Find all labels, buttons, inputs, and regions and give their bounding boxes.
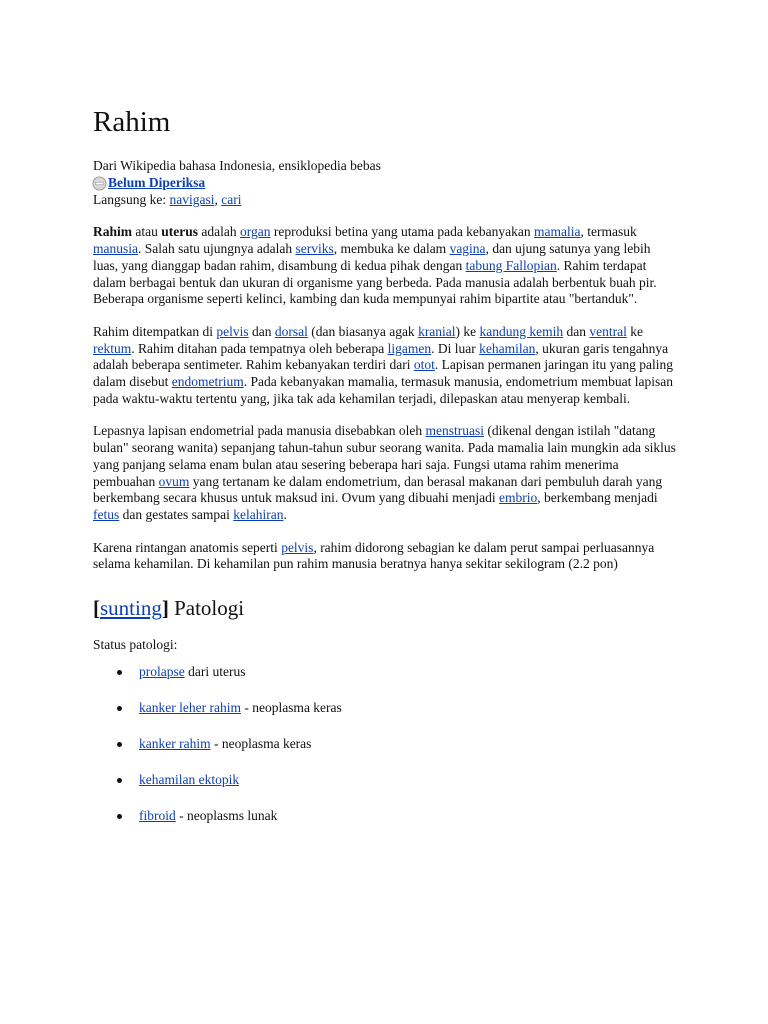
- link-ovum[interactable]: ovum: [158, 473, 190, 489]
- link-fetus[interactable]: fetus: [93, 506, 120, 522]
- link-kranial[interactable]: kranial: [418, 323, 456, 339]
- link-serviks[interactable]: serviks: [295, 241, 334, 257]
- link-kanker-rahim[interactable]: kanker rahim: [139, 735, 211, 751]
- review-status: [93, 175, 678, 192]
- link-menstruasi[interactable]: menstruasi: [425, 423, 485, 439]
- section-heading-patologi: [sunting] Patologi: [93, 596, 245, 621]
- link-endometrium[interactable]: endometrium: [171, 374, 244, 390]
- paragraph-location: Rahim ditempatkan di pelvis dan dorsal (dan biasanya agak kranial) ke kandung kemih dan ventral ke rektum. Rahim ditahan pada tempatnya oleh beberapa ligamen. Di luar kehamilan, ukuran garis tengahnya adalah beberapa sentimeter. Rahim kebanyakan terdiri dari otot. Lapisan permanen jaringan itu yang paling dalam disebut endometrium. Pada kebanyakan mamalia, termasuk manusia, endometrium membuat lapisan pada waktu-waktu tertentu yang, jika tak ada kehamilan terjadi, dilepaskan atau menyerap kembali.: [93, 323, 673, 406]
- pathology-list: [93, 664, 678, 844]
- link-rektum[interactable]: rektum: [93, 340, 132, 356]
- link-ligamen[interactable]: ligamen: [387, 340, 432, 356]
- link-pelvis[interactable]: pelvis: [216, 323, 249, 339]
- list-item: [93, 772, 678, 808]
- link-dorsal[interactable]: dorsal: [274, 323, 308, 339]
- edit-section-link[interactable]: sunting: [100, 596, 162, 621]
- unreviewed-icon: [92, 176, 107, 191]
- list-item: fibroid - neoplasms lunak: [93, 808, 678, 844]
- source-line: Dari Wikipedia bahasa Indonesia, ensiklopedia bebas: [93, 158, 381, 173]
- link-pelvis-2[interactable]: pelvis: [281, 539, 314, 555]
- link-kandung-kemih[interactable]: kandung kemih: [479, 323, 564, 339]
- link-vagina[interactable]: vagina: [449, 241, 486, 257]
- link-kanker-leher-rahim[interactable]: kanker leher rahim: [139, 699, 241, 715]
- article-content: [93, 104, 678, 844]
- paragraph-anatomy: Karena rintangan anatomis seperti pelvis, rahim didorong sebagian ke dalam perut sampai perluasannya selama kehamilan. Di kehamilan pun rahim manusia beratnya hanya sekitar sekilogram (2.2 pon): [93, 539, 655, 572]
- link-kehamilan[interactable]: kehamilan: [479, 340, 536, 356]
- link-manusia[interactable]: manusia: [93, 241, 138, 257]
- paragraph-intro: Rahim atau uterus adalah organ reproduksi betina yang utama pada kebanyakan mamalia, termasuk manusia. Salah satu ujungnya adalah serviks, membuka ke dalam vagina, dan ujung satunya yang lebih luas, yang dianggap badan rahim, disambung di kedua pihak dengan tabung Fallopian. Rahim terdapat dalam berbagai bentuk dan ukuran di organisme yang berbeda. Pada manusia adalah berbentuk buah pir. Beberapa organisme seperti kelinci, kambing dan kuda mempunyai rahim bipartite atau "bertanduk".: [93, 224, 657, 307]
- link-mamalia[interactable]: mamalia: [534, 224, 581, 240]
- link-kehamilan-ektopik[interactable]: kehamilan ektopik: [139, 771, 240, 787]
- nav-link[interactable]: navigasi: [169, 191, 215, 207]
- link-otot[interactable]: otot: [413, 357, 435, 373]
- link-organ[interactable]: organ: [240, 224, 271, 240]
- link-tabung-fallopian[interactable]: tabung Fallopian: [465, 257, 557, 273]
- list-item: kanker rahim - neoplasma keras: [93, 736, 678, 772]
- page-title: Rahim: [93, 106, 171, 138]
- list-item: kanker leher rahim - neoplasma keras: [93, 700, 678, 736]
- paragraph-menstruation: Lepasnya lapisan endometrial pada manusia disebabkan oleh menstruasi (dikenal dengan istilah "datang bulan" seorang wanita) sepanjang tahun-tahun subur seorang wanita. Pada mamalia lain mungkin ada siklus yang panjang selama enam bulan atau sesering beberapa hari saja. Fungsi utama rahim menerima pembuahan ovum yang tertanam ke dalam endometrium, dan berasal makanan dari pembuluh darah yang berkembang secara khusus untuk maksud ini. Ovum yang dibuahi menjadi embrio, berkembang menjadi fetus dan gestates sampai kelahiran.: [93, 423, 676, 522]
- link-kelahiran[interactable]: kelahiran: [233, 506, 284, 522]
- link-prolapse[interactable]: prolapse: [139, 663, 185, 679]
- review-link[interactable]: Belum Diperiksa: [108, 174, 206, 190]
- link-embrio[interactable]: embrio: [499, 490, 538, 506]
- list-item: prolapse dari uterus: [93, 664, 678, 700]
- status-label: Status patologi:: [93, 637, 178, 653]
- search-link[interactable]: cari: [221, 191, 242, 207]
- link-ventral[interactable]: ventral: [589, 323, 627, 339]
- jump-links: Langsung ke: navigasi, cari: [93, 191, 242, 207]
- link-fibroid[interactable]: fibroid: [139, 807, 176, 823]
